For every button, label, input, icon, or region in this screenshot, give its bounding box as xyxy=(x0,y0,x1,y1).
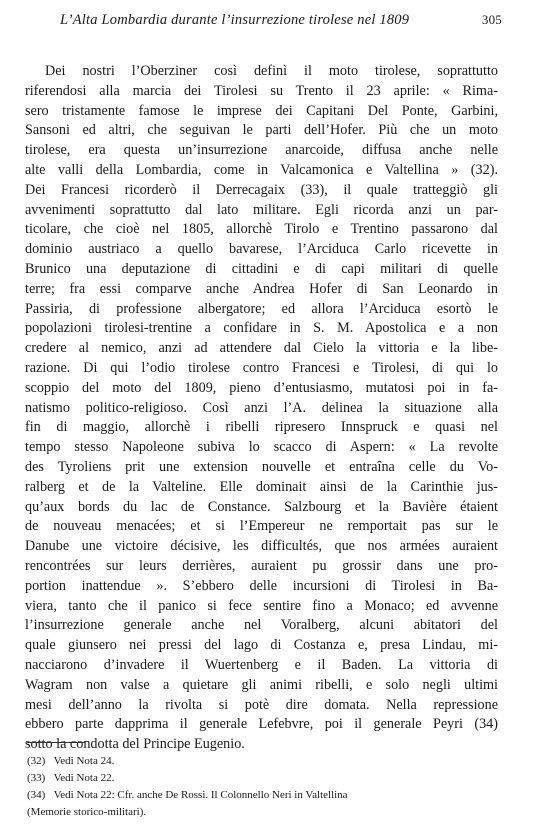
body-line: natismo politico-religioso. Così anzi l’A. delinea la situazione alla xyxy=(25,399,498,416)
body-line: ebbero parte dapprima il generale Lefebvre, poi il generale Peyri (34) xyxy=(25,716,498,733)
body-line: popolazioni tirolesi-trentine a confidare in S. M. Apostolica e a non xyxy=(25,320,498,337)
body-line: qu’aux bords du lac de Constance. Salzbourg et la Bavière étaient xyxy=(25,498,498,515)
running-header xyxy=(60,12,500,34)
body-line: fin di maggio, allorchè i ribelli ripresero Innspruck e quasi nel xyxy=(25,419,498,436)
body-line: alte valli della Lombardia, come in Valcamonica e Valtellina » (32). xyxy=(25,161,498,178)
footnote-continuation: (Memorie storico-militari). xyxy=(27,806,147,818)
footnote-separator xyxy=(27,742,85,743)
body-line: l’insurrezione generale anche nel Voralberg, alcuni abitatori del xyxy=(25,617,498,634)
body-line: Danube une victoire décisive, les difficultés, que nos armées auraient xyxy=(25,538,498,555)
footnote xyxy=(27,787,497,804)
footnote-number: (33) xyxy=(27,772,46,784)
body-line: razione. Di qui l’odio tirolese contro Francesi e Tirolesi, di qui lo xyxy=(25,359,498,376)
body-line: dominio austriaco a quello bavarese, l’Arciduca Carlo ricevette in xyxy=(25,241,498,258)
body-line: des Tyroliens prit une extension nouvelle et entraîna celle du Vo- xyxy=(25,458,498,475)
body-line: Brunico una deputazione di cittadini e di capi militari di quelle xyxy=(25,260,498,277)
footnote-text: Vedi Nota 22: Cfr. anche De Rossi. Il Colonnello Neri in Valtellina xyxy=(53,789,348,801)
body-line: tirolese, era questa un’insurrezione anarcoide, diffusa anche nelle xyxy=(25,142,498,159)
body-line: Sansoni ed altri, che seguivan le parti dell’Hofer. Più che un moto xyxy=(25,122,498,139)
footnotes xyxy=(27,753,497,821)
body-line: ticolare, che cioè nel 1805, allorchè Tirolo e Trentino passarono dal xyxy=(25,221,498,238)
body-line: ralberg et de la Valteline. Elle dominait ainsi de la Carinthie jus- xyxy=(25,478,498,495)
footnote-text: Vedi Nota 22. xyxy=(53,772,115,784)
body-line: de nouveau menacées; et si l’Empereur ne remportait pas sur le xyxy=(25,518,498,535)
body-line: avvenimenti soprattutto dal lato militare. Egli ricorda anzi un par- xyxy=(25,201,498,218)
body-line: riferendosi alla marcia dei Tirolesi su Trento il 23 aprile: « Rima- xyxy=(25,82,498,99)
body-text xyxy=(25,62,498,755)
footnote-number: (34) xyxy=(27,789,46,801)
body-line: quale giunsero nei pressi del lago di Costanza e, presa Lindau, mi- xyxy=(25,637,498,654)
body-line: portion inattendue ». S’ebbero delle incursioni di Tirolesi in Ba- xyxy=(25,577,498,594)
body-line: tempo stesso Napoleone subiva lo scacco di Aspern: « La revolte xyxy=(25,439,498,456)
running-title: L’Alta Lombardia durante l’insurrezione tirolese nel 1809 xyxy=(60,12,410,28)
body-line: terre; fra essi comparve anche Andrea Hofer di San Leonardo in xyxy=(25,280,498,297)
footnote-text: Vedi Nota 24. xyxy=(53,755,115,767)
body-line: nacciarono d’invadere il Wuertenberg e il Baden. La vittoria di xyxy=(25,656,498,673)
body-line: viera, tanto che il panico si fece sentire fino a Monaco; ed avvenne xyxy=(25,597,498,614)
body-line: Dei nostri l’Oberziner così definì il moto tirolese, soprattutto xyxy=(45,63,498,79)
body-line: Wagram non valse a quietare gli animi ribelli, e solo negli ultimi xyxy=(25,676,498,693)
footnote xyxy=(27,770,497,787)
body-line: rencontrées sur leurs derrières, auraient pu grossir dans une pro- xyxy=(25,557,498,574)
page-number: 305 xyxy=(481,12,502,27)
body-line: Passiria, di professione albergatore; ed allora l’Arciduca esortò le xyxy=(25,300,498,317)
body-line: credere al nemico, anzi ad attendere dal Cielo la vittoria e la libe- xyxy=(25,340,498,357)
body-line: scoppio del moto del 1809, pieno d’entusiasmo, mutatosi poi in fa- xyxy=(25,379,498,396)
body-line: Dei Francesi ricorderò il Derrecagaix (33), il quale tratteggiò gli xyxy=(25,181,498,198)
body-line: mesi dell’anno la rivolta si potè dire domata. Nella repressione xyxy=(25,696,498,713)
footnote-number: (32) xyxy=(27,755,46,767)
body-line: sotto la condotta del Principe Eugenio. xyxy=(25,736,245,753)
footnote xyxy=(27,753,497,770)
body-line: sero tristamente famose le imprese dei Capitani Del Ponte, Garbini, xyxy=(25,102,498,119)
